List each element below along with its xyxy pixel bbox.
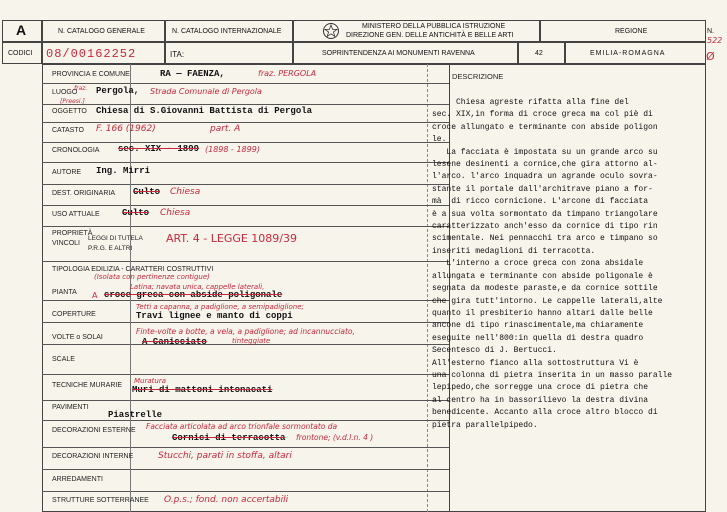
pianta-value: croce greca con abside poligonale [104,290,283,300]
descrizione-line: lepipedo,che sorregge una croce di pietra che [432,383,649,393]
provincia-label: PROVINCIA E COMUNE [52,71,130,78]
tecniche-hand: Muratura [134,377,166,385]
row-line [42,83,449,84]
descrizione-line: croce allungato e terminante con abside poligon [432,122,658,132]
luogo-value: Pergola, [96,86,140,96]
dest-label: DEST. ORIGINARIA [52,190,116,197]
number-value: 42 [535,50,543,57]
regione-value: EMILIA-ROMAGNA [590,50,666,57]
arredamenti-label: ARREDAMENTI [52,476,103,483]
descrizione-line: Chiesa agreste rifatta alla fine del [432,98,629,107]
decor-est-hand: Facciata articolata ad arco trionfale sormontato da [146,422,338,431]
codici-label: CODICI [8,50,33,57]
uso-hand: Chiesa [160,208,191,218]
coperture-hand: Tetti a capanna, a padiglione, a semipadiglione; [136,303,304,311]
row-line [42,300,449,301]
descrizione-line: ancone di tipo rinascimentale,ma chiaramente [432,321,644,331]
descrizione-line: è a sua volta sormontato da timpano triangolare [432,209,658,219]
descrizione-line: La facciata è impostata su un grande arco su [432,147,658,157]
catasto-hand: F. 166 (1962) [96,124,156,134]
row-line [42,469,449,470]
autore-label: AUTORE [52,169,82,176]
luogo-hand-prefix: fraz. [74,85,88,92]
cat-generale-label: N. CATALOGO GENERALE [58,28,145,35]
row-line [42,226,449,227]
pavimenti-value: Piastrelle [108,410,163,420]
descrizione-line: allungata e terminante con abside poligonale è [432,271,653,281]
prg-label: P.R.G. E ALTRI [88,245,133,252]
pianta-hand-a: A [92,291,98,300]
coperture-label: COPERTURE [52,311,96,318]
row-line [42,447,449,448]
decor-est-hand2: frontone; (v.d.l.n. 4 ) [296,433,374,442]
decor-est-value: Cornici di terracotta [172,433,286,443]
descrizione-line: benedicente. Accanto alla croce altro blocco di [432,408,658,418]
soprintendenza: SOPRINTENDENZA AI MONUMENTI RAVENNA [322,50,475,57]
uso-label: USO ATTUALE [52,211,100,218]
catasto-label: CATASTO [52,127,84,134]
descrizione-label: DESCRIZIONE [452,72,504,81]
descrizione-line: L'interno a croce greca con zona absidale [432,259,644,269]
descrizione-text [432,97,722,432]
descrizione-line: eseguite nell'800:in quella di destra quadro [432,333,644,343]
descrizione-line: mà di ricco cornicione. L'arcone di facciata [432,197,649,207]
row-line [42,122,449,123]
cat-internazionale-label: N. CATALOGO INTERNAZIONALE [172,28,282,35]
descrizione-line: All'esterno fianco alla sottostruttura Vi è [432,358,639,368]
codice-value: 08/00162252 [46,47,137,61]
cronologia-value: sec. XIX - 1899 [118,144,200,154]
row-line [42,491,449,492]
strutture-label: STRUTTURE SOTTERRANEE [52,497,149,504]
tipologia-hand: (Isolata con pertinenze contigue) [94,273,210,281]
row-line [42,261,449,262]
descrizione-line: stante il portale dall'architrave piano a for- [432,184,653,194]
descrizione-line: quanto il presbiterio hanno altari dalle belle [432,308,653,318]
descrizione-line: che gira tutt'intorno. Le cappelle laterali,alte [432,296,663,306]
cronologia-hand: (1898 - 1899) [205,145,260,154]
n-label: N. [707,28,714,35]
pianta-label: PIANTA [52,289,77,296]
tecniche-label: TECNICHE MURARIE [52,382,123,389]
scale-label: SCALE [52,356,75,363]
descrizione-line: al centro ha in bassorilievo la destra divina [432,395,649,405]
header-letter: A [16,22,27,38]
ministero-line1: MINISTERO DELLA PUBBLICA ISTRUZIONE [362,23,506,30]
row-line [42,420,449,421]
oggetto-value: Chiesa di S.Giovanni Battista di Pergola [96,106,313,116]
descrizione-line: le. [432,135,447,145]
row-line [42,322,449,323]
n-value: 522 [707,36,723,45]
row-line [42,205,449,206]
decor-int-hand: Stucchi, parati in stoffa, altari [158,451,292,461]
volte-label: VOLTE o SOLAI [52,334,103,341]
n-mark: Ø [706,50,715,63]
proprieta-label: PROPRIETÀ [52,230,93,237]
descrizione-line: segnata da modeste paraste,e da cornice sottile [432,284,658,294]
uso-value: Culto [122,208,150,218]
coperture-value: Travi lignee e manto di coppi [136,311,293,321]
vincoli-label: VINCOLI [52,240,81,247]
autore-value: Ing. Mirri [96,166,151,176]
row-line [42,374,449,375]
provincia-hand: fraz. PERGOLA [258,69,317,78]
catasto-hand2: part. A [210,124,241,134]
column-separator [427,64,428,512]
oggetto-hand-prefix: [Preesi.] [60,98,85,105]
descrizione-line: scimentale. Nei pennacchi tra arco e timpano so [432,234,658,244]
pianta-hand-top: Latina; navata unica, cappelle laterali, [130,283,265,291]
pavimenti-label: PAVIMENTI [52,404,89,411]
emblem-icon [322,22,340,40]
tipologia-label: TIPOLOGIA EDILIZIA - CARATTERI COSTRUTTIVI [52,266,214,273]
luogo-label: LUOGO [52,89,78,96]
vincoli-hand: ART. 4 - LEGGE 1089/39 [166,232,298,245]
ita-label: ITA: [170,50,185,59]
ita-box [165,42,293,64]
dest-value: Culto [133,187,161,197]
descrizione-line: una colonna di pietra inserita in un masso paralle [432,370,673,380]
ministero-line2: DIREZIONE GEN. DELLE ANTICHITÀ E BELLE ARTI [346,32,514,39]
strutture-hand: O.p.s.; fond. non accertabili [164,495,289,505]
descrizione-line: sec. XIX,in forma di croce greca ma col piè di [432,110,653,120]
leggi-label: LEGGI DI TUTELA [88,235,143,242]
row-line [42,400,449,401]
regione-label: REGIONE [615,28,648,35]
descrizione-line: inseriti medaglioni di terracotta. [432,246,596,256]
tecniche-value: Muri di mattoni intonacati [132,385,273,395]
volte-hand2: tinteggiate [232,337,271,345]
provincia-value: RA — FAENZA, [160,69,225,79]
cronologia-label: CRONOLOGIA [52,147,100,154]
row-line [42,142,449,143]
row-line [42,184,449,185]
volte-value: A Canicciato [142,337,207,347]
row-line [42,162,449,163]
descrizione-line: pietra parallelpipedo. [432,420,538,430]
descrizione-line: caratterizzato anch'esso da cornice di tipo rin [432,222,658,232]
luogo-hand: Strada Comunale di Pergola [150,87,262,96]
oggetto-label: OGGETTO [52,108,87,115]
decor-int-label: DECORAZIONI INTERNE [52,453,134,460]
decor-est-label: DECORAZIONI ESTERNE [52,427,136,434]
descrizione-line: l'arco. l'arco inquadra un agrande oculo sovra- [432,172,658,182]
row-line [42,104,449,105]
dest-hand: Chiesa [170,187,201,197]
descrizione-line: Secentesco di J. Bertucci. [432,346,557,356]
descrizione-line: lesene desinenti a cornice,che gira attorno al- [432,160,658,170]
volte-hand: Finte-volte a botte, a vela, a padiglione; ad incannucciato, [136,327,355,336]
